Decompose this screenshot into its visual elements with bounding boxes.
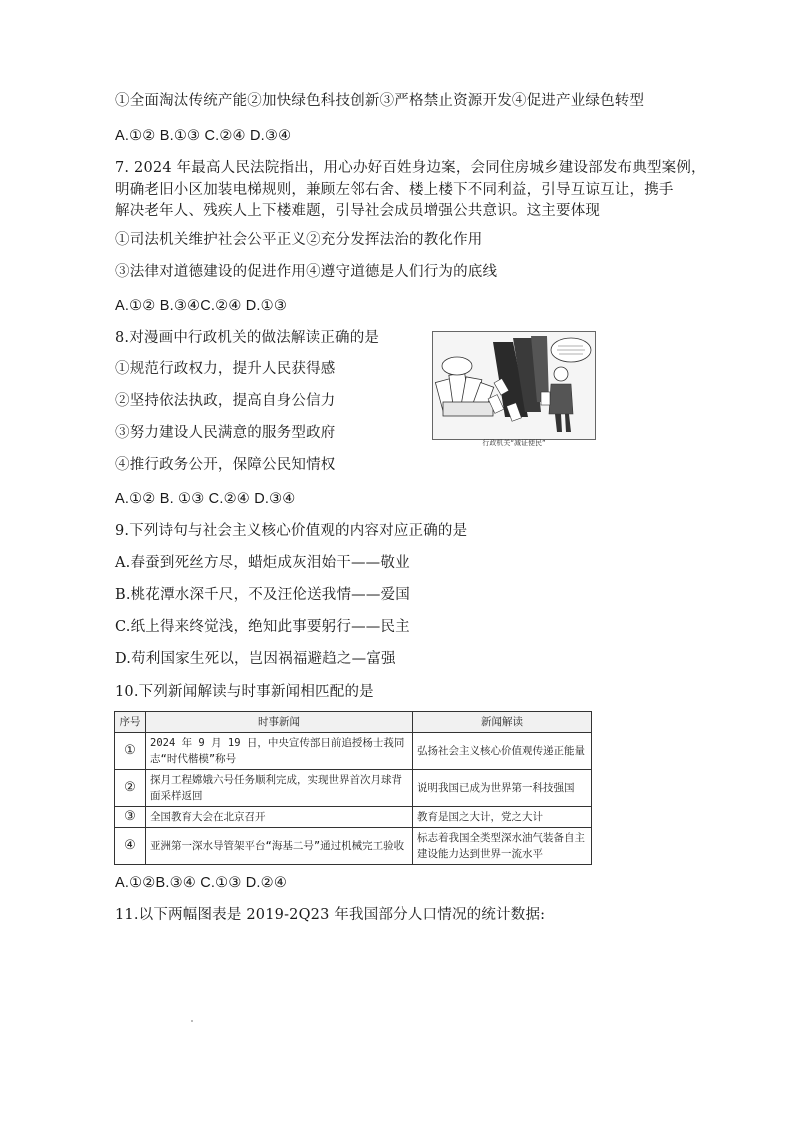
row-news: 探月工程嫦娥六号任务顺利完成，实现世界首次月球背面采样返回 [146, 770, 413, 807]
table-row [115, 828, 592, 865]
header-num: 序号 [115, 712, 146, 733]
row-news: 全国教育大会在北京召开 [146, 807, 413, 828]
q8-stem: 8.对漫画中行政机关的做法解读正确的是 [115, 330, 380, 346]
cartoon-illustration [433, 332, 595, 439]
q8-options: A.①② B. ①③ C.②④ D.③④ [115, 491, 296, 507]
q7-statements-line2: ③法律对道德建设的促进作用④遵守道德是人们行为的底线 [115, 264, 498, 280]
q8-statement-1: ①规范行政权力，提升人民获得感 [115, 361, 336, 377]
q9-option-c: C.纸上得来终觉浅，绝知此事要躬行——民主 [115, 619, 410, 635]
q7-options: A.①② B.③④C.②④ D.①③ [115, 298, 288, 314]
q8-statement-4: ④推行政务公开，保障公民知情权 [115, 457, 336, 473]
row-reading: 教育是国之大计，党之大计 [413, 807, 592, 828]
q10-news-table [114, 711, 592, 865]
q9-option-d: D.苟利国家生死以，岂因祸福避趋之—富强 [115, 651, 396, 667]
q6-options: A.①② B.①③ C.②④ D.③④ [115, 128, 292, 144]
q9-option-a: A.春蚕到死丝方尽，蜡炬成灰泪始干——敬业 [115, 555, 410, 571]
table-row [115, 807, 592, 828]
header-reading: 新闻解读 [413, 712, 592, 733]
q7-stem-line1: 7. 2024 年最高人民法院指出，用心办好百姓身边案，会同住房城乡建设部发布典型案例， [115, 160, 706, 176]
q6-statements: ①全面淘汰传统产能②加快绿色科技创新③严格禁止资源开发④促进产业绿色转型 [115, 93, 645, 109]
header-news: 时事新闻 [146, 712, 413, 733]
table-header-row [115, 712, 592, 733]
q11-stem: 11.以下两幅图表是 2019-2Q23 年我国部分人口情况的统计数据: [115, 907, 546, 923]
q9-option-b: B.桃花潭水深千尺，不及汪伦送我情——爱国 [115, 587, 410, 603]
q7-statements-line1: ①司法机关维护社会公平正义②充分发挥法治的教化作用 [115, 232, 483, 248]
row-reading: 弘扬社会主义核心价值观传递正能量 [413, 733, 592, 770]
row-news: 2024 年 9 月 19 日，中央宣传部日前追授杨士莪同志“时代楷模”称号 [146, 733, 413, 770]
table-row [115, 770, 592, 807]
q10-options: A.①②B.③④ C.①③ D.②④ [115, 875, 288, 891]
q8-statement-3: ③努力建设人民满意的服务型政府 [115, 425, 336, 441]
q8-cartoon-caption: 行政机关“减证便民” [482, 439, 546, 447]
row-reading: 说明我国已成为世界第一科技强国 [413, 770, 592, 807]
q8-statement-2: ②坚持依法执政，提高自身公信力 [115, 393, 336, 409]
row-news: 亚洲第一深水导管架平台“海基二号”通过机械完工验收 [146, 828, 413, 865]
table-row [115, 733, 592, 770]
q9-stem: 9.下列诗句与社会主义核心价值观的内容对应正确的是 [115, 523, 468, 539]
q8-cartoon [432, 331, 596, 440]
q7-stem-line3: 解决老年人、残疾人上下楼难题，引导社会成员增强公共意识。这主要体现 [115, 203, 601, 219]
row-num: ④ [115, 828, 146, 865]
scan-speck [191, 1020, 193, 1022]
q7-stem-line2: 明确老旧小区加装电梯规则，兼顾左邻右舍、楼上楼下不同利益，引导互谅互让，携手 [115, 182, 674, 198]
row-reading: 标志着我国全类型深水油气装备自主建设能力达到世界一流水平 [413, 828, 592, 865]
row-num: ② [115, 770, 146, 807]
row-num: ① [115, 733, 146, 770]
q10-stem: 10.下列新闻解读与时事新闻相匹配的是 [115, 684, 374, 700]
row-num: ③ [115, 807, 146, 828]
